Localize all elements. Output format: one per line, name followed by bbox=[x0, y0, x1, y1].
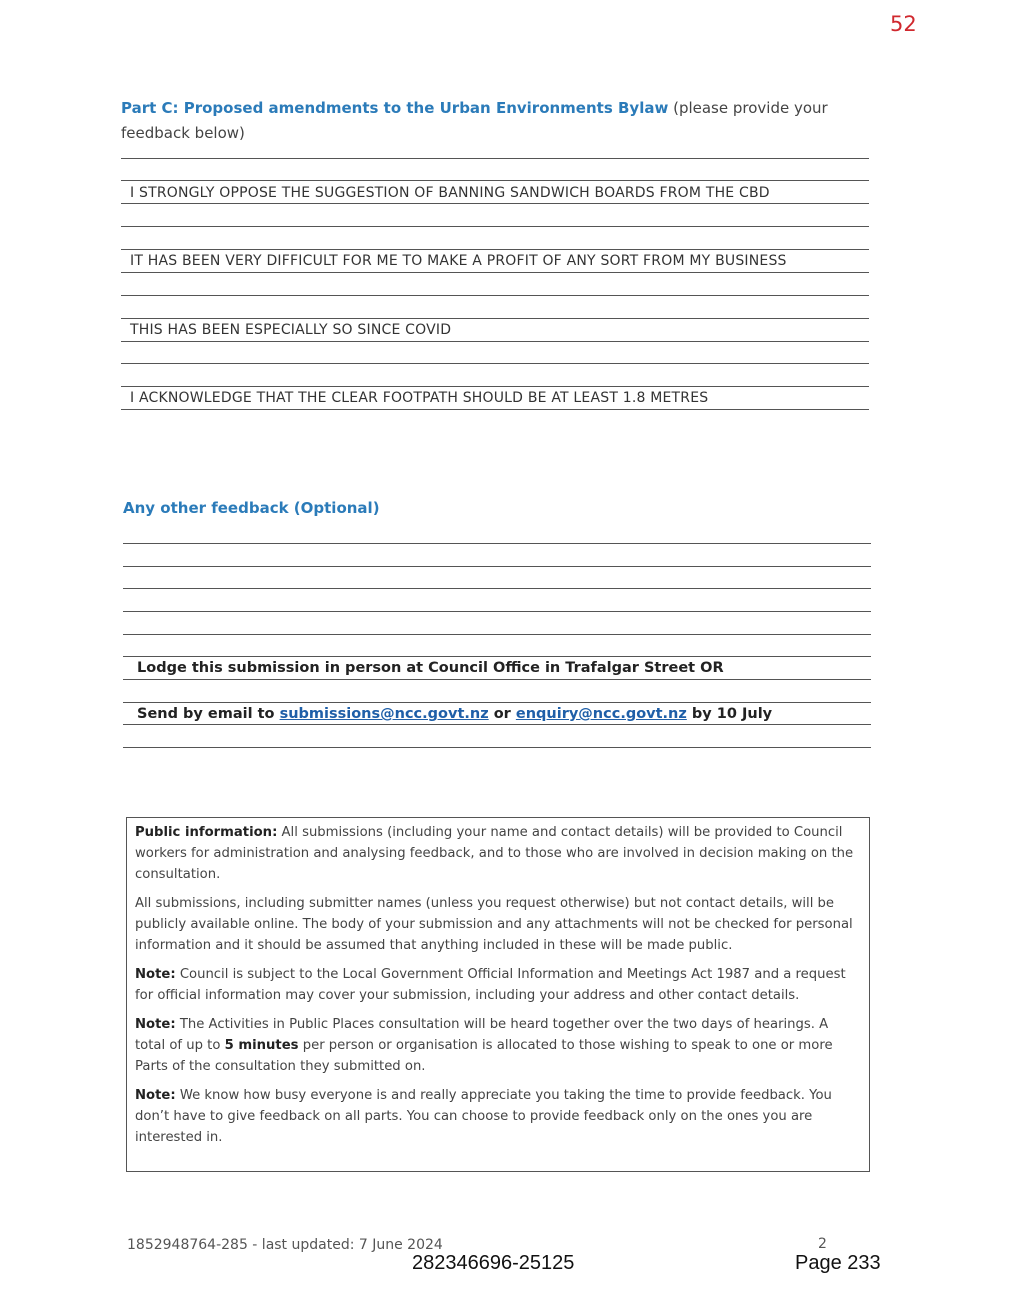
email-deadline: by 10 July bbox=[686, 706, 773, 722]
info-label-note: Note: bbox=[135, 1088, 176, 1103]
email-prefix: Send by email to bbox=[137, 706, 280, 722]
info-text-4a: The Activities in Public Places consultation will be heard together over the two days of hearings. A total of up to bbox=[135, 1017, 829, 1053]
footer-page-number: 2 bbox=[818, 1236, 827, 1252]
writing-line bbox=[123, 747, 871, 748]
writing-line bbox=[121, 249, 869, 250]
writing-line bbox=[123, 543, 871, 544]
writing-line bbox=[123, 634, 871, 635]
writing-line bbox=[121, 363, 869, 364]
email-or: or bbox=[488, 706, 516, 722]
lodge-in-person: Lodge this submission in person at Council Office in Trafalgar Street OR bbox=[137, 660, 724, 676]
info-paragraph-5 bbox=[135, 1085, 859, 1148]
writing-line bbox=[121, 295, 869, 296]
other-feedback-title: Any other feedback (Optional) bbox=[123, 499, 380, 517]
writing-line bbox=[123, 656, 871, 657]
writing-line bbox=[121, 318, 869, 319]
part-c-heading bbox=[121, 96, 871, 146]
writing-line bbox=[121, 226, 869, 227]
writing-line bbox=[123, 679, 871, 680]
writing-line bbox=[121, 409, 869, 410]
info-paragraph-2 bbox=[135, 893, 859, 956]
info-label-note: Note: bbox=[135, 967, 176, 982]
info-text-3: Council is subject to the Local Government Official Information and Meetings Act 1987 and a request for official information may cover your submission, including your address and other contact details. bbox=[135, 967, 846, 1003]
writing-line bbox=[121, 203, 869, 204]
public-information-box bbox=[126, 817, 870, 1172]
feedback-response-3: THIS HAS BEEN ESPECIALLY SO SINCE COVID bbox=[130, 322, 452, 338]
info-paragraph-3 bbox=[135, 964, 859, 1006]
lodge-by-email bbox=[137, 706, 772, 722]
part-c-title: Part C: Proposed amendments to the Urban Environments Bylaw bbox=[121, 99, 669, 117]
info-text-5: We know how busy everyone is and really appreciate you taking the time to provide feedback. You don’t have to give feedback on all parts. You can choose to provide feedback only on the ones you are interested in. bbox=[135, 1088, 832, 1145]
info-text-4b: per person or organisation is allocated to those wishing to speak to one or more Parts of the consultation they submitted on. bbox=[135, 1038, 833, 1074]
info-label-public: Public information: bbox=[135, 825, 278, 840]
writing-line bbox=[121, 158, 869, 159]
part-c-instruction: (please provide your feedback below) bbox=[121, 99, 828, 142]
footer-doc-ref: 1852948764-285 - last updated: 7 June 2024 bbox=[127, 1237, 443, 1253]
stamp-page-number: Page 233 bbox=[795, 1252, 881, 1274]
info-paragraph-4 bbox=[135, 1014, 859, 1077]
writing-line bbox=[121, 180, 869, 181]
stamp-document-id: 282346696-25125 bbox=[412, 1252, 575, 1274]
submissions-email-link[interactable]: submissions@ncc.govt.nz bbox=[279, 706, 489, 722]
info-label-note: Note: bbox=[135, 1017, 176, 1032]
info-text-2: All submissions, including submitter names (unless you request otherwise) but not contact details, will be publicly available online. The body of your submission and any attachments will not be checked for personal information and it should be assumed that anything included in these will be made public. bbox=[135, 896, 853, 953]
info-bold-minutes: 5 minutes bbox=[224, 1038, 299, 1053]
info-text-1: All submissions (including your name and contact details) will be provided to Council workers for administration and analysing feedback, and to those who are involved in decision making on the consultation. bbox=[135, 825, 854, 882]
writing-line bbox=[121, 386, 869, 387]
writing-line bbox=[123, 566, 871, 567]
feedback-response-4: I ACKNOWLEDGE THAT THE CLEAR FOOTPATH SHOULD BE AT LEAST 1.8 METRES bbox=[130, 390, 709, 406]
enquiry-email-link[interactable]: enquiry@ncc.govt.nz bbox=[515, 706, 687, 722]
writing-line bbox=[123, 724, 871, 725]
feedback-response-2: IT HAS BEEN VERY DIFFICULT FOR ME TO MAKE A PROFIT OF ANY SORT FROM MY BUSINESS bbox=[130, 253, 787, 269]
writing-line bbox=[123, 588, 871, 589]
writing-line bbox=[123, 702, 871, 703]
feedback-response-1: I STRONGLY OPPOSE THE SUGGESTION OF BANNING SANDWICH BOARDS FROM THE CBD bbox=[130, 185, 770, 201]
writing-line bbox=[123, 611, 871, 612]
writing-line bbox=[121, 341, 869, 342]
writing-line bbox=[121, 272, 869, 273]
info-paragraph-1 bbox=[135, 822, 859, 885]
top-page-number: 52 bbox=[890, 12, 917, 36]
